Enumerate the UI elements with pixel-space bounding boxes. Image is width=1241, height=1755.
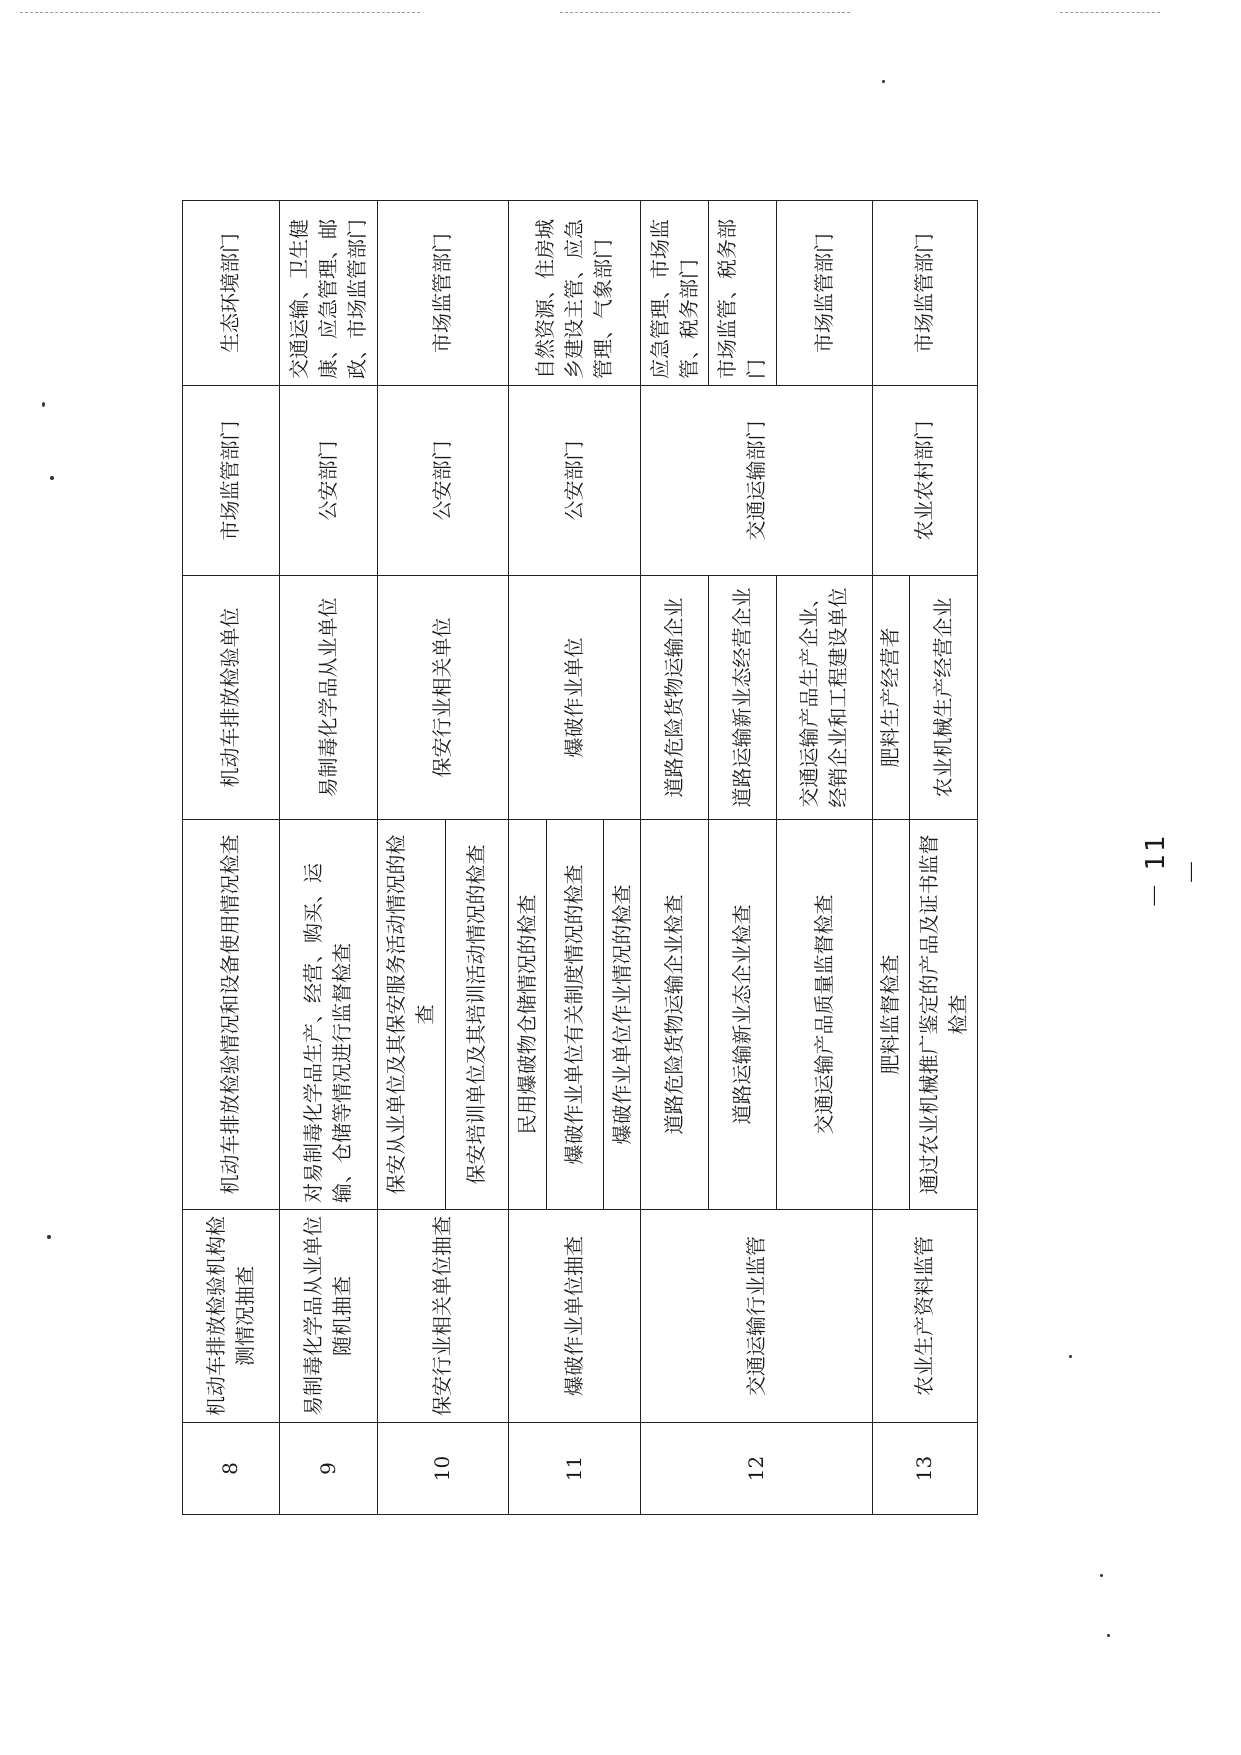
check-object: 肥料生产经营者 bbox=[872, 576, 910, 820]
item-name: 机动车排放检验机构检测情况抽查 bbox=[183, 1210, 280, 1423]
coop-department: 市场监管部门 bbox=[377, 201, 508, 386]
scan-edge-line bbox=[560, 12, 850, 13]
row-number: 11 bbox=[509, 1423, 641, 1515]
check-content: 爆破作业单位有关制度情况的检查 bbox=[546, 820, 603, 1210]
scan-speck bbox=[1069, 1355, 1072, 1358]
coop-department: 自然资源、住房城乡建设主管、应急管理、气象部门 bbox=[509, 201, 641, 386]
lead-department: 交通运输部门 bbox=[641, 386, 872, 576]
table-row bbox=[509, 201, 547, 1515]
check-object: 交通运输产品生产企业、经销企业和工程建设单位 bbox=[776, 576, 872, 820]
rotated-table-wrapper bbox=[182, 201, 978, 1515]
row-number: 10 bbox=[377, 1423, 508, 1515]
scan-speck bbox=[1107, 1634, 1110, 1637]
check-content: 交通运输产品质量监督检查 bbox=[776, 820, 872, 1210]
scan-speck bbox=[42, 402, 45, 407]
check-content: 机动车排放检验情况和设备使用情况检查 bbox=[183, 820, 280, 1210]
scan-speck bbox=[1100, 1574, 1103, 1577]
check-content: 道路运输新业态企业检查 bbox=[709, 820, 777, 1210]
item-name: 交通运输行业监管 bbox=[641, 1210, 872, 1423]
row-number: 8 bbox=[183, 1423, 280, 1515]
lead-department: 市场监管部门 bbox=[183, 386, 280, 576]
check-object: 机动车排放检验单位 bbox=[183, 576, 280, 820]
check-content: 民用爆破物仓储情况的检查 bbox=[509, 820, 547, 1210]
table-row bbox=[377, 201, 445, 1515]
check-object: 农业机械生产经营企业 bbox=[910, 576, 978, 820]
item-name: 保安行业相关单位抽查 bbox=[377, 1210, 508, 1423]
item-name: 爆破作业单位抽查 bbox=[509, 1210, 641, 1423]
page-number-text: － 11 － bbox=[1141, 833, 1208, 909]
coop-department: 市场监管、税务部门 bbox=[709, 201, 777, 386]
table-row bbox=[872, 201, 910, 1515]
coop-department: 交通运输、卫生健康、应急管理、邮政、市场监管部门 bbox=[279, 201, 377, 386]
coop-department: 市场监管部门 bbox=[776, 201, 872, 386]
check-content: 爆破作业单位作业情况的检查 bbox=[603, 820, 641, 1210]
check-content: 保安从业单位及其保安服务活动情况的检查 bbox=[377, 820, 445, 1210]
table-row bbox=[279, 201, 377, 1515]
table-row bbox=[183, 201, 280, 1515]
check-object: 道路运输新业态经营企业 bbox=[709, 576, 777, 820]
scan-speck bbox=[47, 1235, 51, 1239]
scan-speck bbox=[50, 476, 54, 480]
lead-department: 农业农村部门 bbox=[872, 386, 977, 576]
check-content: 通过农业机械推广鉴定的产品及证书监督检查 bbox=[910, 820, 978, 1210]
check-object: 保安行业相关单位 bbox=[377, 576, 508, 820]
check-object: 易制毒化学品从业单位 bbox=[279, 576, 377, 820]
row-number: 9 bbox=[279, 1423, 377, 1515]
lead-department: 公安部门 bbox=[509, 386, 641, 576]
coop-department: 市场监管部门 bbox=[872, 201, 977, 386]
row-number: 12 bbox=[641, 1423, 872, 1515]
inspection-table bbox=[182, 200, 978, 1515]
coop-department: 生态环境部门 bbox=[183, 201, 280, 386]
check-content: 保安培训单位及其培训活动情况的检查 bbox=[445, 820, 509, 1210]
check-content: 道路危险货物运输企业检查 bbox=[641, 820, 709, 1210]
item-name: 农业生产资料监管 bbox=[872, 1210, 977, 1423]
scan-speck bbox=[882, 80, 885, 83]
check-object: 爆破作业单位 bbox=[509, 576, 641, 820]
row-number: 13 bbox=[872, 1423, 977, 1515]
check-content: 对易制毒化学品生产、经营、购买、运输、仓储等情况进行监督检查 bbox=[279, 820, 377, 1210]
scan-edge-line bbox=[20, 12, 420, 13]
lead-department: 公安部门 bbox=[279, 386, 377, 576]
check-object: 道路危险货物运输企业 bbox=[641, 576, 709, 820]
check-content: 肥料监督检查 bbox=[872, 820, 910, 1210]
scan-edge-line bbox=[1060, 12, 1160, 13]
table-row bbox=[641, 201, 709, 1515]
lead-department: 公安部门 bbox=[377, 386, 508, 576]
coop-department: 应急管理、市场监管、税务部门 bbox=[641, 201, 709, 386]
item-name: 易制毒化学品从业单位随机抽查 bbox=[279, 1210, 377, 1423]
